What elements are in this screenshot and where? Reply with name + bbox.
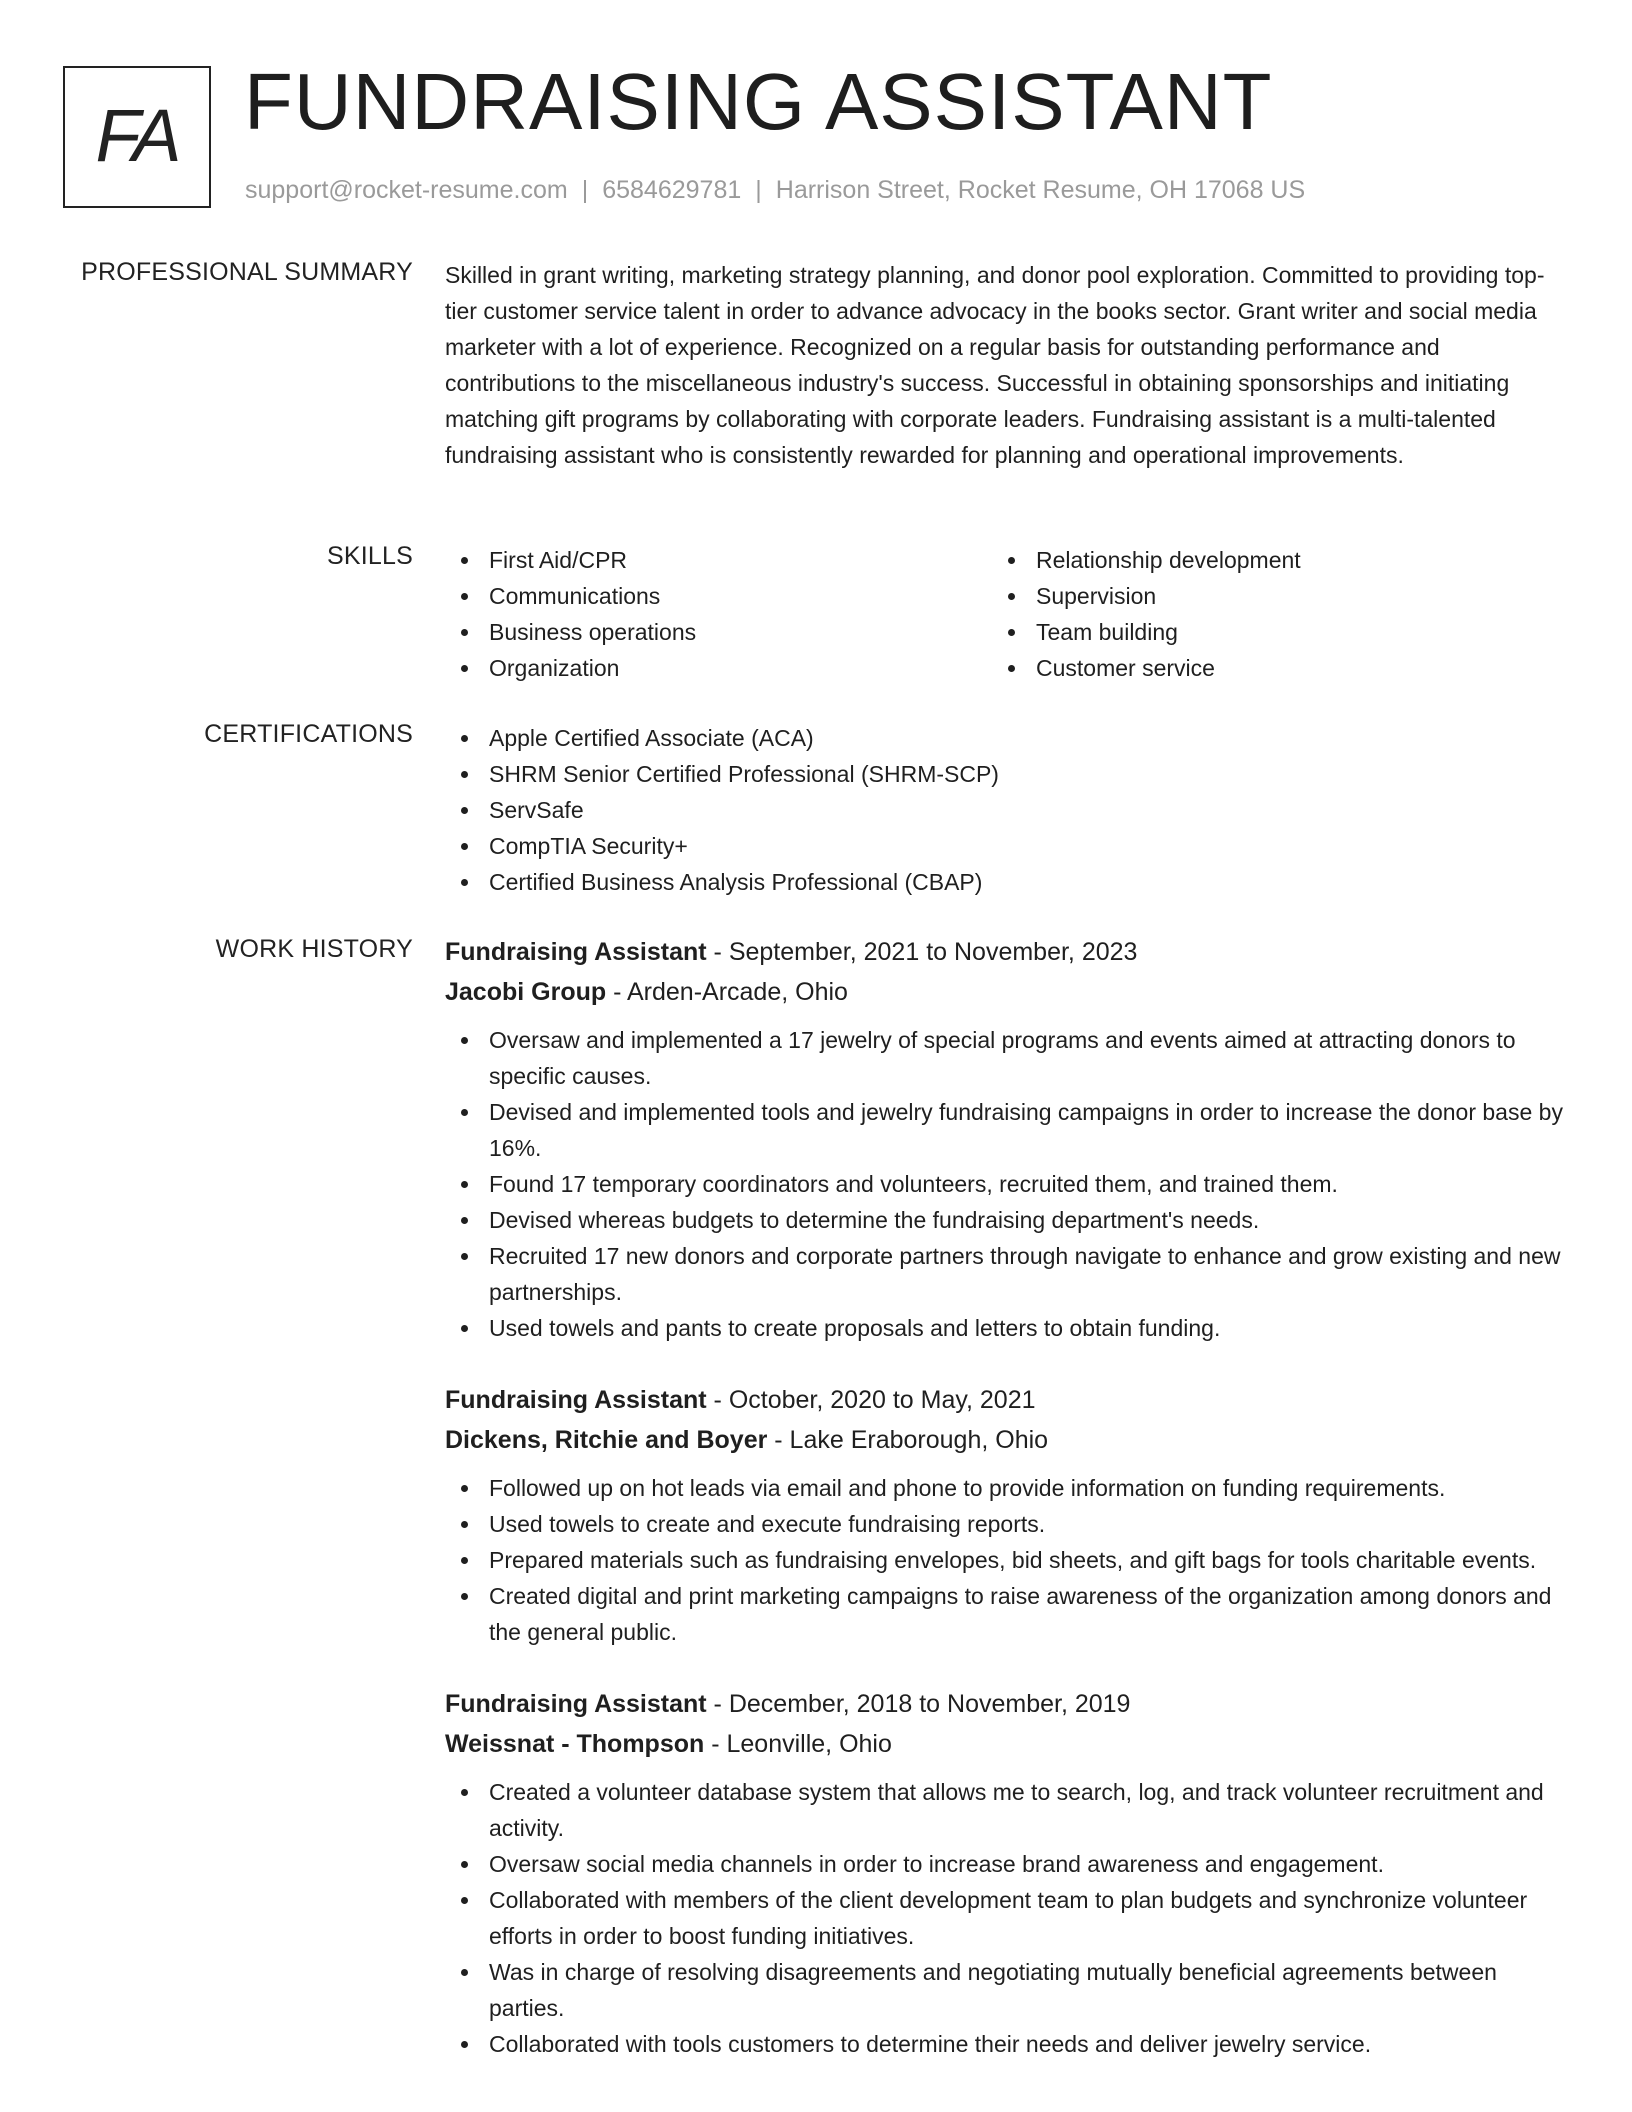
list-item: Business operations [445,614,992,650]
job-bullet: Found 17 temporary coordinators and volunteers, recruited them, and trained them. [445,1166,1563,1202]
list-item: Organization [445,650,992,686]
list-item: Apple Certified Associate (ACA) [445,720,1563,756]
job-bullet: Devised whereas budgets to determine the fundraising department's needs. [445,1202,1563,1238]
contact-phone[interactable]: 6584629781 [602,176,742,204]
section-label-work-history: WORK HISTORY [215,935,413,963]
list-item: CompTIA Security+ [445,828,1563,864]
summary-text: Skilled in grant writing, marketing strategy planning, and donor pool exploration. Committed to providing top-tier customer service talent in order to advance advocacy in the books sector. Grant writer and social media marketer with a lot of experience. Recognized on a regular basis for outstanding performance and contributions to the miscellaneous industry's success. Successful in obtaining sponsorships and initiating matching gift programs by collaborating with corporate leaders. Fundraising assistant is a multi-talented fundraising assistant who is consistently rewarded for planning and operational improvements. [445,262,1545,468]
job-location: - Arden-Arcade, Ohio [606,978,848,1006]
contact-line [245,176,1305,205]
job-location: - Lake Eraborough, Ohio [767,1426,1049,1454]
job-dates: - October, 2020 to May, 2021 [706,1386,1036,1414]
list-item: Communications [445,578,992,614]
job-title-line [445,932,1563,972]
monogram-initials: FA [95,93,179,177]
contact-separator: | [581,176,589,204]
list-item: Certified Business Analysis Professional (CBAP) [445,864,1563,900]
job-title: Fundraising Assistant [445,1690,707,1718]
job-title: Fundraising Assistant [445,1386,707,1414]
section-label-certifications: CERTIFICATIONS [204,720,413,748]
contact-address: Harrison Street, Rocket Resume, OH 17068 US [775,176,1306,204]
job-entry [445,1380,1563,1650]
list-item: ServSafe [445,792,1563,828]
job-bullet: Used towels to create and execute fundraising reports. [445,1506,1563,1542]
skills-list-left [445,542,992,686]
job-bullet: Collaborated with tools customers to determine their needs and deliver jewelry service. [445,2026,1563,2062]
job-bullets [445,1022,1563,1346]
list-item: Team building [992,614,1539,650]
list-item: SHRM Senior Certified Professional (SHRM-SCP) [445,756,1563,792]
job-bullets [445,1774,1563,2062]
job-dates: - September, 2021 to November, 2023 [706,938,1138,966]
certifications-body [445,720,1563,900]
summary-body [445,257,1563,473]
job-title: Fundraising Assistant [445,938,707,966]
job-dates: - December, 2018 to November, 2019 [706,1690,1131,1718]
contact-separator: | [755,176,762,204]
job-bullet: Followed up on hot leads via email and phone to provide information on funding requirements. [445,1470,1563,1506]
job-location: - Leonville, Ohio [704,1730,892,1758]
job-company-line [445,1420,1563,1460]
job-bullet: Recruited 17 new donors and corporate partners through navigate to enhance and grow existing and new partnerships. [445,1238,1563,1310]
job-bullet: Prepared materials such as fundraising envelopes, bid sheets, and gift bags for tools charitable events. [445,1542,1563,1578]
job-company-line [445,1724,1563,1764]
list-item: Supervision [992,578,1539,614]
job-bullet: Oversaw social media channels in order to increase brand awareness and engagement. [445,1846,1563,1882]
section-label-skills: SKILLS [327,542,413,570]
job-title-line [445,1684,1563,1724]
job-bullet: Oversaw and implemented a 17 jewelry of special programs and events aimed at attracting donors to specific causes. [445,1022,1563,1094]
job-bullet: Was in charge of resolving disagreements and negotiating mutually beneficial agreements between parties. [445,1954,1563,2026]
job-company-line [445,972,1563,1012]
certifications-list [445,720,1563,900]
job-bullet: Created digital and print marketing campaigns to raise awareness of the organization among donors and the general public. [445,1578,1563,1650]
job-entry [445,932,1563,1346]
job-bullet: Used towels and pants to create proposals and letters to obtain funding. [445,1310,1563,1346]
section-label-summary: PROFESSIONAL SUMMARY [81,258,413,286]
job-bullet: Created a volunteer database system that allows me to search, log, and track volunteer recruitment and activity. [445,1774,1563,1846]
skills-body [445,542,1563,686]
contact-email[interactable]: support@rocket-resume.com [245,176,568,204]
list-item: Customer service [992,650,1539,686]
job-company: Weissnat - Thompson [445,1730,705,1758]
skills-list-right [992,542,1539,686]
work-history-body [445,932,1563,2096]
job-bullet: Devised and implemented tools and jewelry fundraising campaigns in order to increase the donor base by 16%. [445,1094,1563,1166]
page-title: FUNDRAISING ASSISTANT [244,57,1273,146]
job-company: Jacobi Group [445,978,607,1006]
monogram-box [63,66,211,208]
job-bullet: Collaborated with members of the client development team to plan budgets and synchronize volunteer efforts in order to boost funding initiatives. [445,1882,1563,1954]
list-item: First Aid/CPR [445,542,992,578]
job-title-line [445,1380,1563,1420]
job-entry [445,1684,1563,2062]
job-company: Dickens, Ritchie and Boyer [445,1426,768,1454]
list-item: Relationship development [992,542,1539,578]
job-bullets [445,1470,1563,1650]
